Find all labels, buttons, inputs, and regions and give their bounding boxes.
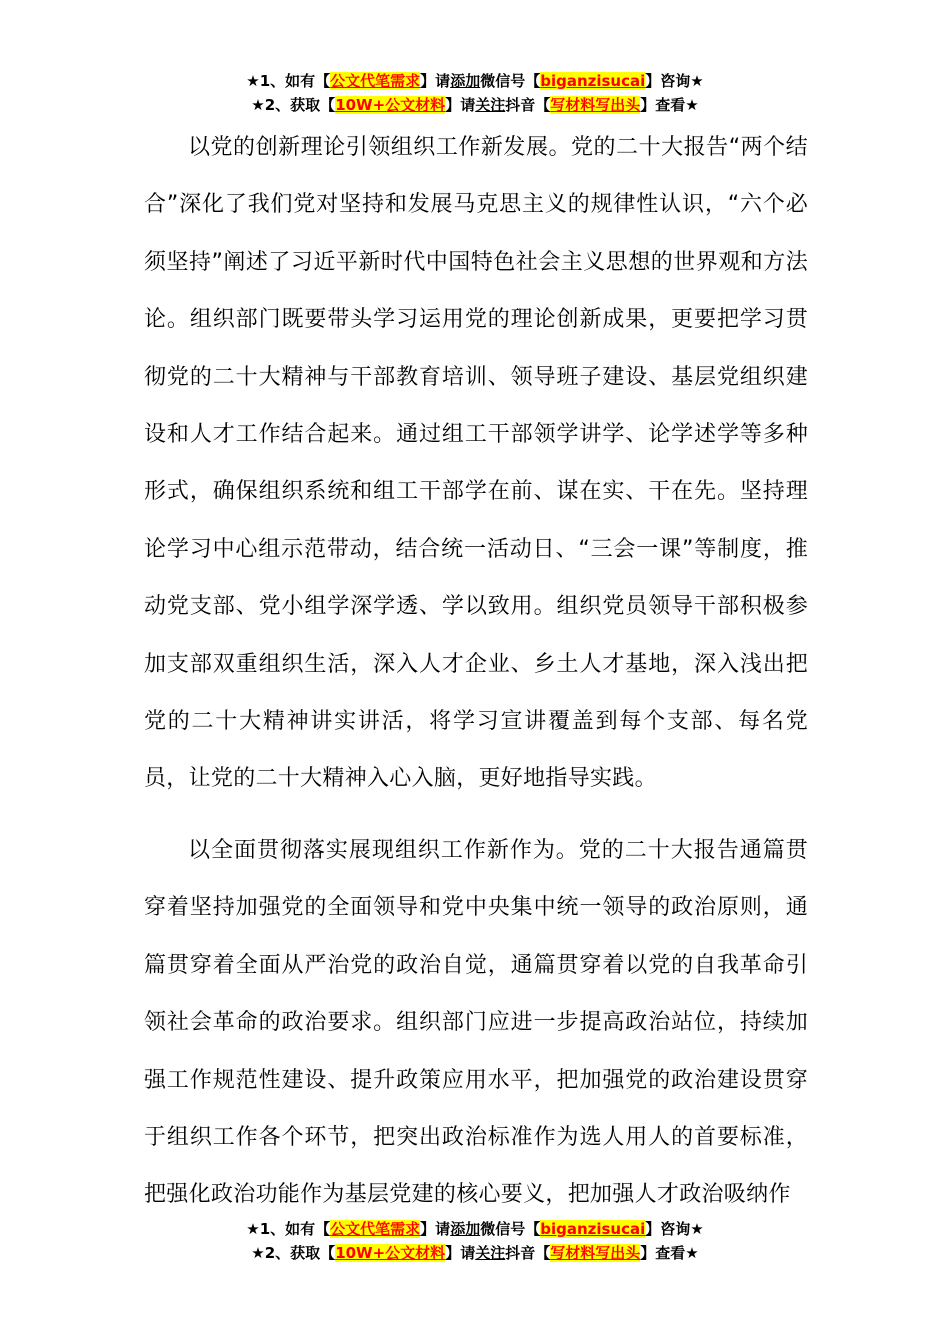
banner-highlight: 公文代笔需求 (330, 1220, 421, 1238)
banner-text: ★2、获取【 (251, 1244, 336, 1262)
banner-text: 】查看★ (640, 96, 699, 114)
body-paragraph-2: 以全面贯彻落实展现组织工作新作为。党的二十大报告通篇贯穿着坚持加强党的全面领导和党中央集中统一领导的政治原则，通篇贯穿着全面从严治党的政治自觉，通篇贯穿着以党的自我革命引领社会革命的政治要求。组织部门应进一步提高政治站位，持续加强工作规范性建设、提升政策应用水平，把加强党的政治建设贯穿于组织工作各个环节，把突出政治标准作为选人用人的首要标准，把强化政治功能作为基层党建的核心要义，把加强人才政治吸纳作 (144, 837, 808, 1208)
banner-highlight: 10W+公文材料 (335, 1244, 446, 1262)
banner-highlight: 公文代笔需求 (330, 72, 421, 90)
banner-text: 抖音【 (505, 96, 551, 114)
banner-underlined-text: 添加 (450, 72, 481, 90)
banner-underlined-text: 添加 (450, 1220, 481, 1238)
banner-underlined-text: 关注 (475, 96, 506, 114)
banner-text: 微信号【 (480, 1220, 541, 1238)
footer-banner (0, 1217, 950, 1265)
banner-text: 】咨询★ (645, 1220, 704, 1238)
header-banner-line-2 (0, 93, 950, 117)
banner-underlined-text: 关注 (475, 1244, 506, 1262)
banner-text: 】请 (420, 1220, 451, 1238)
banner-highlight: 10W+公文材料 (335, 96, 446, 114)
banner-highlight: biganzisucai (540, 1220, 646, 1238)
banner-text: 】请 (445, 96, 476, 114)
document-body (144, 119, 808, 1209)
banner-text: 抖音【 (505, 1244, 551, 1262)
banner-text: 】咨询★ (645, 72, 704, 90)
banner-text: 微信号【 (480, 72, 541, 90)
banner-text: 】查看★ (640, 1244, 699, 1262)
banner-text: ★1、如有【 (246, 1220, 331, 1238)
banner-text: 】请 (420, 72, 451, 90)
banner-text: 】请 (445, 1244, 476, 1262)
banner-highlight: biganzisucai (540, 72, 646, 90)
banner-text: ★1、如有【 (246, 72, 331, 90)
footer-banner-line-1 (0, 1217, 950, 1241)
banner-text: ★2、获取【 (251, 96, 336, 114)
footer-banner-line-2 (0, 1241, 950, 1265)
banner-highlight: 写材料写出头 (550, 96, 641, 114)
body-paragraph-1: 以党的创新理论引领组织工作新发展。党的二十大报告“两个结合”深化了我们党对坚持和发展马克思主义的规律性认识，“六个必须坚持”阐述了习近平新时代中国特色社会主义思想的世界观和方法论。组织部门既要带头学习运用党的理论创新成果，更要把学习贯彻党的二十大精神与干部教育培训、领导班子建设、基层党组织建设和人才工作结合起来。通过组工干部领学讲学、论学述学等多种形式，确保组织系统和组工干部学在前、谋在实、干在先。坚持理论学习中心组示范带动，结合统一活动日、“三会一课”等制度，推动党支部、党小组学深学透、学以致用。组织党员领导干部积极参加支部双重组织生活，深入人才企业、乡土人才基地，深入浅出把党的二十大精神讲实讲活，将学习宣讲覆盖到每个支部、每名党员，让党的二十大精神入心入脑，更好地指导实践。 (144, 135, 808, 792)
header-banner (0, 69, 950, 117)
header-banner-line-1 (0, 69, 950, 93)
banner-highlight: 写材料写出头 (550, 1244, 641, 1262)
